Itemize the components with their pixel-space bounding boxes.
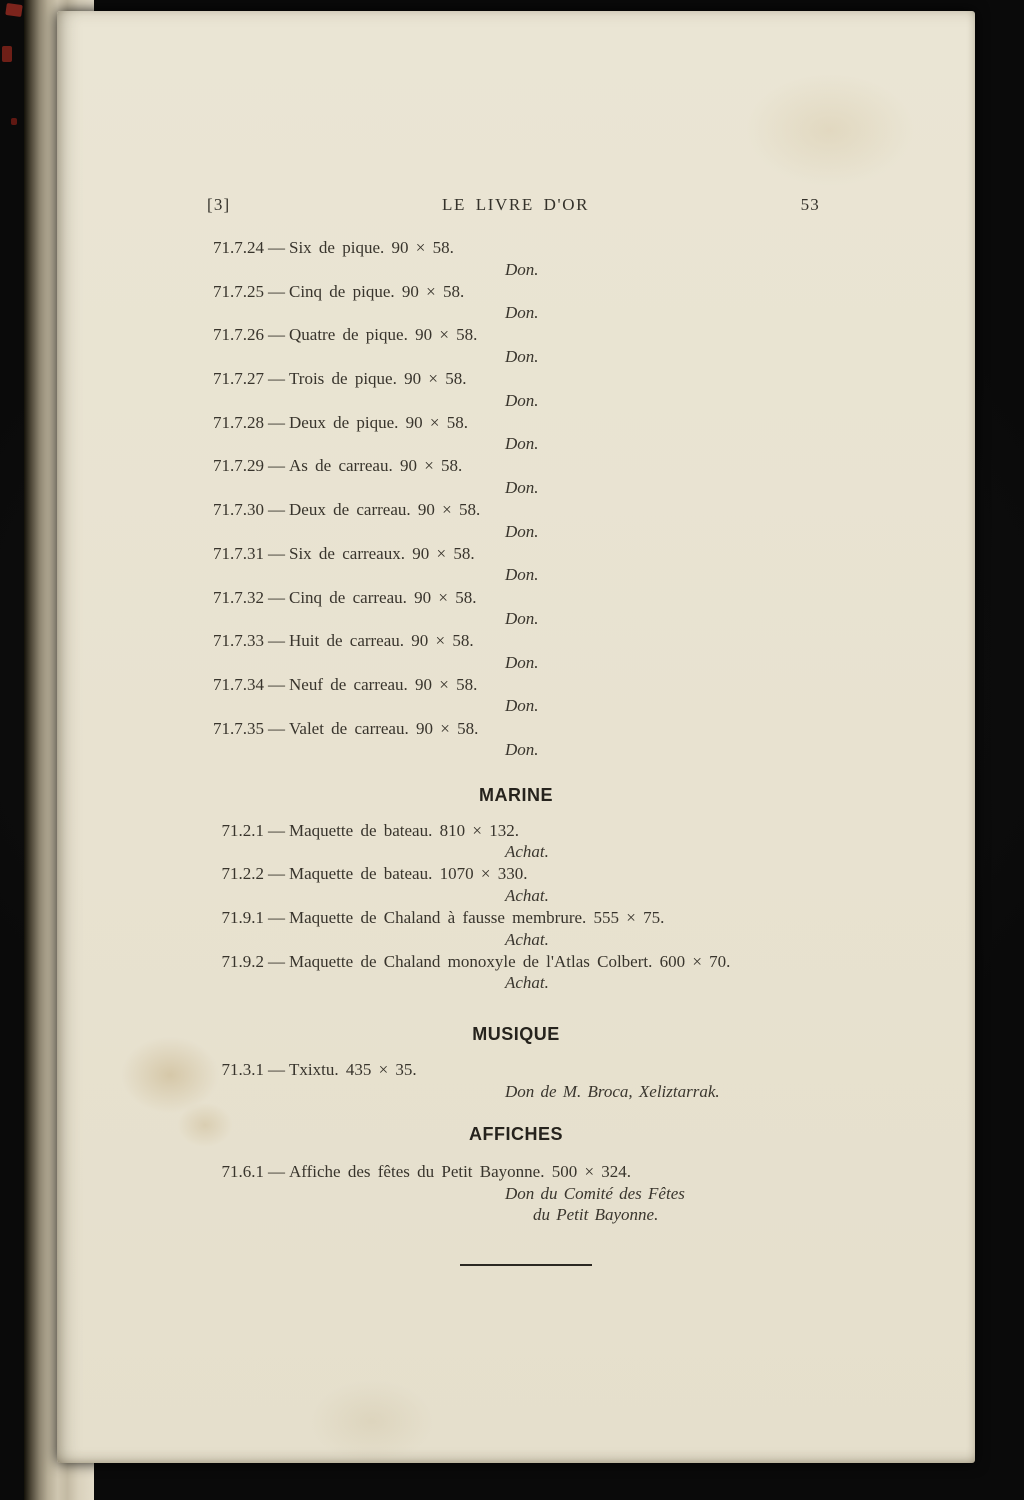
catalog-content: [207, 237, 885, 1226]
entry-credit: Don.: [505, 521, 539, 541]
entry-credit: Don.: [505, 696, 539, 716]
entry-description: Six de pique. 90 × 58.: [289, 238, 454, 257]
entry-credit: Don.: [505, 609, 539, 629]
entry-dash: —: [268, 718, 285, 738]
catalog-entry: [207, 1161, 885, 1226]
entry-credit: Don.: [505, 565, 539, 585]
entry-main-line: [207, 907, 885, 929]
entry-number: 71.7.24: [213, 238, 264, 257]
catalog-entry: [207, 324, 885, 367]
entry-number: 71.7.25: [213, 281, 264, 301]
red-mark: [11, 118, 17, 125]
entry-dash: —: [268, 674, 285, 694]
entry-description: Maquette de bateau. 1070 × 330.: [289, 864, 528, 884]
entry-credit: Don.: [505, 740, 539, 760]
entry-dash: —: [268, 864, 285, 884]
catalog-entry: [207, 368, 885, 411]
entry-credit: Don.: [505, 652, 539, 672]
catalog-section: [207, 1024, 885, 1102]
entry-description: Huit de carreau. 90 × 58.: [289, 631, 474, 651]
entry-main-line: [207, 455, 885, 477]
entry-credit: Achat.: [505, 842, 549, 862]
catalog-entry: [207, 412, 885, 455]
entry-credit: Don de M. Broca, Xeliztarrak.: [505, 1081, 720, 1101]
page-title: LE LIVRE D'OR: [441, 195, 590, 214]
entry-dash: —: [268, 543, 285, 563]
entry-number: 71.7.28: [213, 412, 264, 432]
catalog-entry: [207, 951, 885, 994]
entry-credit: Don.: [505, 259, 539, 279]
entry-dash: —: [268, 820, 285, 840]
entry-number: 71.7.35: [213, 718, 264, 738]
entry-number: 71.7.27: [213, 369, 264, 389]
entry-number: 71.3.1: [221, 1060, 264, 1079]
entry-dash: —: [268, 631, 285, 651]
entry-number: 71.7.31: [213, 543, 264, 563]
entry-number: 71.7.33: [213, 631, 264, 651]
entry-main-line: [207, 951, 885, 973]
entry-description: Neuf de carreau. 90 × 58.: [289, 674, 478, 694]
red-mark: [5, 3, 23, 17]
entry-number: 71.7.26: [213, 325, 264, 345]
entry-number: 71.7.30: [213, 500, 264, 520]
entry-dash: —: [268, 500, 285, 520]
red-mark: [2, 46, 12, 62]
entry-description: Cinq de pique. 90 × 58.: [289, 281, 465, 301]
catalog-entry: [207, 587, 885, 630]
entry-main-line: [207, 281, 885, 303]
page-header: [207, 195, 820, 215]
section-marker: [3]: [207, 195, 231, 214]
catalog-entry: [207, 281, 885, 324]
entry-dash: —: [268, 325, 285, 345]
catalog-entry: [207, 674, 885, 717]
entry-description: As de carreau. 90 × 58.: [289, 456, 463, 476]
entry-credit: Don.: [505, 434, 539, 454]
catalog-section: [207, 1124, 885, 1226]
entry-number: 71.7.34: [213, 674, 264, 694]
entry-number: 71.7.32: [213, 587, 264, 607]
entry-dash: —: [268, 951, 285, 971]
entry-credit: Don.: [505, 303, 539, 323]
entry-description: Cinq de carreau. 90 × 58.: [289, 587, 477, 607]
entry-credit: Achat.: [505, 886, 549, 906]
entry-main-line: [207, 718, 885, 740]
catalog-entry: [207, 907, 885, 950]
catalog-entry: [207, 543, 885, 586]
entry-description: Maquette de Chaland à fausse membrure. 555 × 75.: [289, 908, 665, 928]
page-number: 53: [800, 195, 820, 214]
catalog-entry: [207, 237, 885, 280]
book-page: [57, 11, 975, 1463]
entry-description: Trois de pique. 90 × 58.: [289, 369, 467, 389]
entry-dash: —: [268, 238, 285, 257]
entry-main-line: [207, 630, 885, 652]
entry-main-line: [207, 368, 885, 390]
entry-main-line: [207, 324, 885, 346]
catalog-entry: [207, 863, 885, 906]
entry-number: 71.7.29: [213, 456, 264, 476]
entry-dash: —: [268, 281, 285, 301]
entry-number: 71.6.1: [221, 1162, 264, 1182]
entry-dash: —: [268, 412, 285, 432]
entry-description: Maquette de bateau. 810 × 132.: [289, 820, 519, 840]
entry-dash: —: [268, 1162, 285, 1182]
entry-dash: —: [268, 456, 285, 476]
entry-main-line: [207, 1059, 885, 1081]
section-title: MUSIQUE: [472, 1024, 560, 1044]
entry-description: Six de carreaux. 90 × 58.: [289, 543, 475, 563]
entry-description: Txixtu. 435 × 35.: [289, 1060, 417, 1079]
end-rule: [460, 1264, 592, 1266]
entry-credit: du Petit Bayonne.: [533, 1205, 659, 1225]
entry-credit: Achat.: [505, 929, 549, 949]
catalog-entry: [207, 499, 885, 542]
entry-main-line: [207, 674, 885, 696]
entry-main-line: [207, 587, 885, 609]
entry-description: Deux de carreau. 90 × 58.: [289, 500, 481, 520]
entry-dash: —: [268, 1060, 285, 1079]
catalog-section: [207, 785, 885, 994]
entry-number: 71.2.2: [221, 864, 264, 884]
catalog-entry: [207, 1059, 885, 1102]
entry-main-line: [207, 412, 885, 434]
entry-main-line: [207, 237, 885, 259]
entry-dash: —: [268, 908, 285, 928]
entry-main-line: [207, 820, 885, 842]
entry-credit: Achat.: [505, 973, 549, 993]
entry-number: 71.2.1: [221, 820, 264, 840]
entry-description: Deux de pique. 90 × 58.: [289, 412, 468, 432]
entry-main-line: [207, 499, 885, 521]
entry-dash: —: [268, 369, 285, 389]
entry-credit: Don du Comité des Fêtes: [505, 1183, 685, 1203]
entry-credit: Don.: [505, 478, 539, 498]
entry-main-line: [207, 1161, 885, 1183]
catalog-section: [207, 237, 885, 761]
entry-number: 71.9.2: [221, 951, 264, 971]
entry-main-line: [207, 543, 885, 565]
entry-dash: —: [268, 587, 285, 607]
section-title: AFFICHES: [469, 1124, 563, 1145]
entry-description: Valet de carreau. 90 × 58.: [289, 718, 479, 738]
entry-credit: Don.: [505, 390, 539, 410]
catalog-entry: [207, 630, 885, 673]
catalog-entry: [207, 820, 885, 863]
catalog-entry: [207, 718, 885, 761]
entry-description: Affiche des fêtes du Petit Bayonne. 500 × 324.: [289, 1162, 632, 1182]
section-title: MARINE: [479, 784, 553, 805]
entry-description: Maquette de Chaland monoxyle de l'Atlas Colbert. 600 × 70.: [289, 951, 731, 971]
catalog-entry: [207, 455, 885, 498]
entry-credit: Don.: [505, 346, 539, 366]
entry-main-line: [207, 863, 885, 885]
entry-number: 71.9.1: [221, 908, 264, 928]
entry-description: Quatre de pique. 90 × 58.: [289, 325, 478, 345]
